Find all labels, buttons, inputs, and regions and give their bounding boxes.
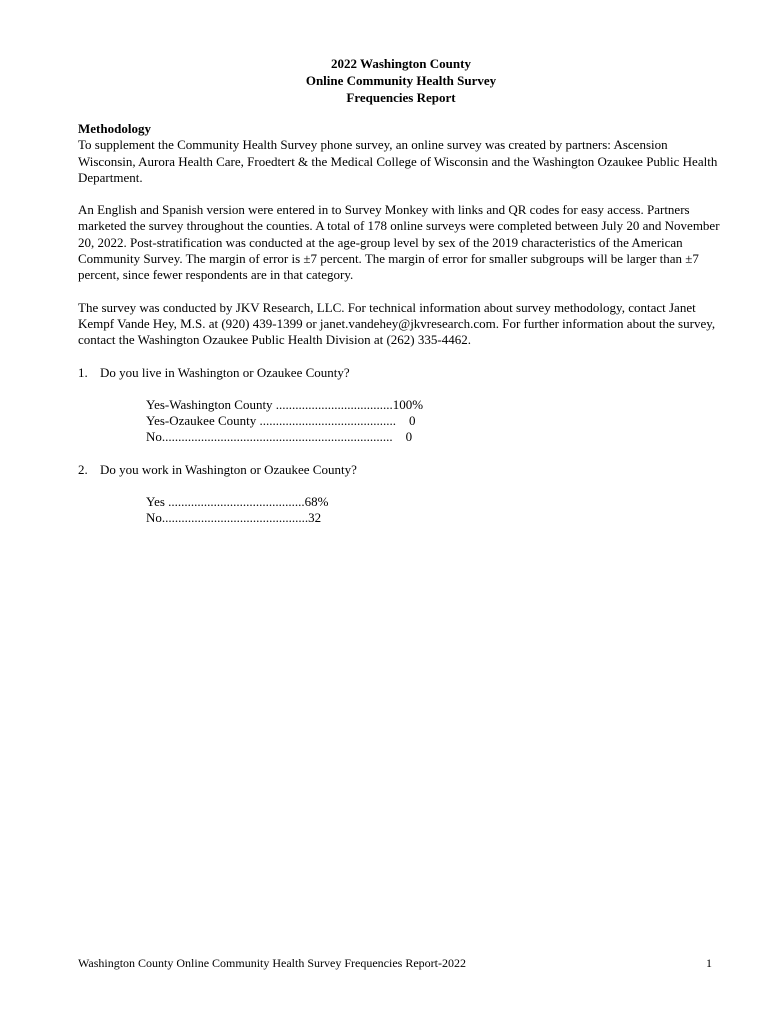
methodology-paragraph-1: To supplement the Community Health Survey phone survey, an online survey was created by partners: Ascension Wisconsin, Aurora Health Care, Froedtert & the Medical College of Wisconsin and the Washington Ozaukee Public Health Department. (78, 137, 718, 185)
question-number: 2. (78, 461, 88, 477)
page-footer (78, 955, 712, 971)
answer-row: Yes ..........................................68% (146, 494, 329, 510)
methodology-heading: Methodology (78, 121, 151, 136)
question-number: 1. (78, 364, 88, 380)
document-body (78, 121, 728, 543)
question-1-answers (146, 397, 728, 446)
page-number: 1 (706, 956, 712, 970)
title-line-1: 2022 Washington County (331, 56, 471, 71)
methodology-paragraph-2: An English and Spanish version were entered in to Survey Monkey with links and QR codes for easy access. Partners marketed the survey throughout the counties. A total of 178 online surveys were completed between July 20 and November 20, 2022. Post-stratification was conducted at the age-group level by sex of the 2019 characteristics of the American Community Survey. The margin of error is ±7 percent. The margin of error for smaller subgroups will be larger than ±7 percent, since fewer respondents are in that category. (78, 202, 720, 283)
methodology-paragraph-3: The survey was conducted by JKV Research, LLC. For technical information about survey methodology, contact Janet Kempf Vande Hey, M.S. at (920) 439-1399 or janet.vandehey@jkvresearch.com. For further information about the survey, contact the Washington Ozaukee Public Health Division at (262) 335-4462. (78, 299, 716, 348)
answer-row: No....................................................................... 0 (146, 429, 413, 445)
question-text: Do you live in Washington or Ozaukee County? (100, 364, 350, 380)
title-line-2: Online Community Health Survey (305, 73, 497, 88)
question-text: Do you work in Washington or Ozaukee County? (100, 461, 357, 477)
question-2 (78, 462, 728, 478)
footer-text: Washington County Online Community Health Survey Frequencies Report-2022 (78, 956, 466, 970)
title-line-3: Frequencies Report (346, 90, 456, 105)
question-2-answers (146, 494, 728, 527)
answer-row: No.............................................32 (146, 510, 322, 526)
answer-row: Yes-Ozaukee County .......................................... 0 (146, 413, 416, 429)
question-1 (78, 365, 728, 381)
document-title (0, 55, 770, 106)
answer-row: Yes-Washington County ....................................100% (146, 396, 424, 412)
